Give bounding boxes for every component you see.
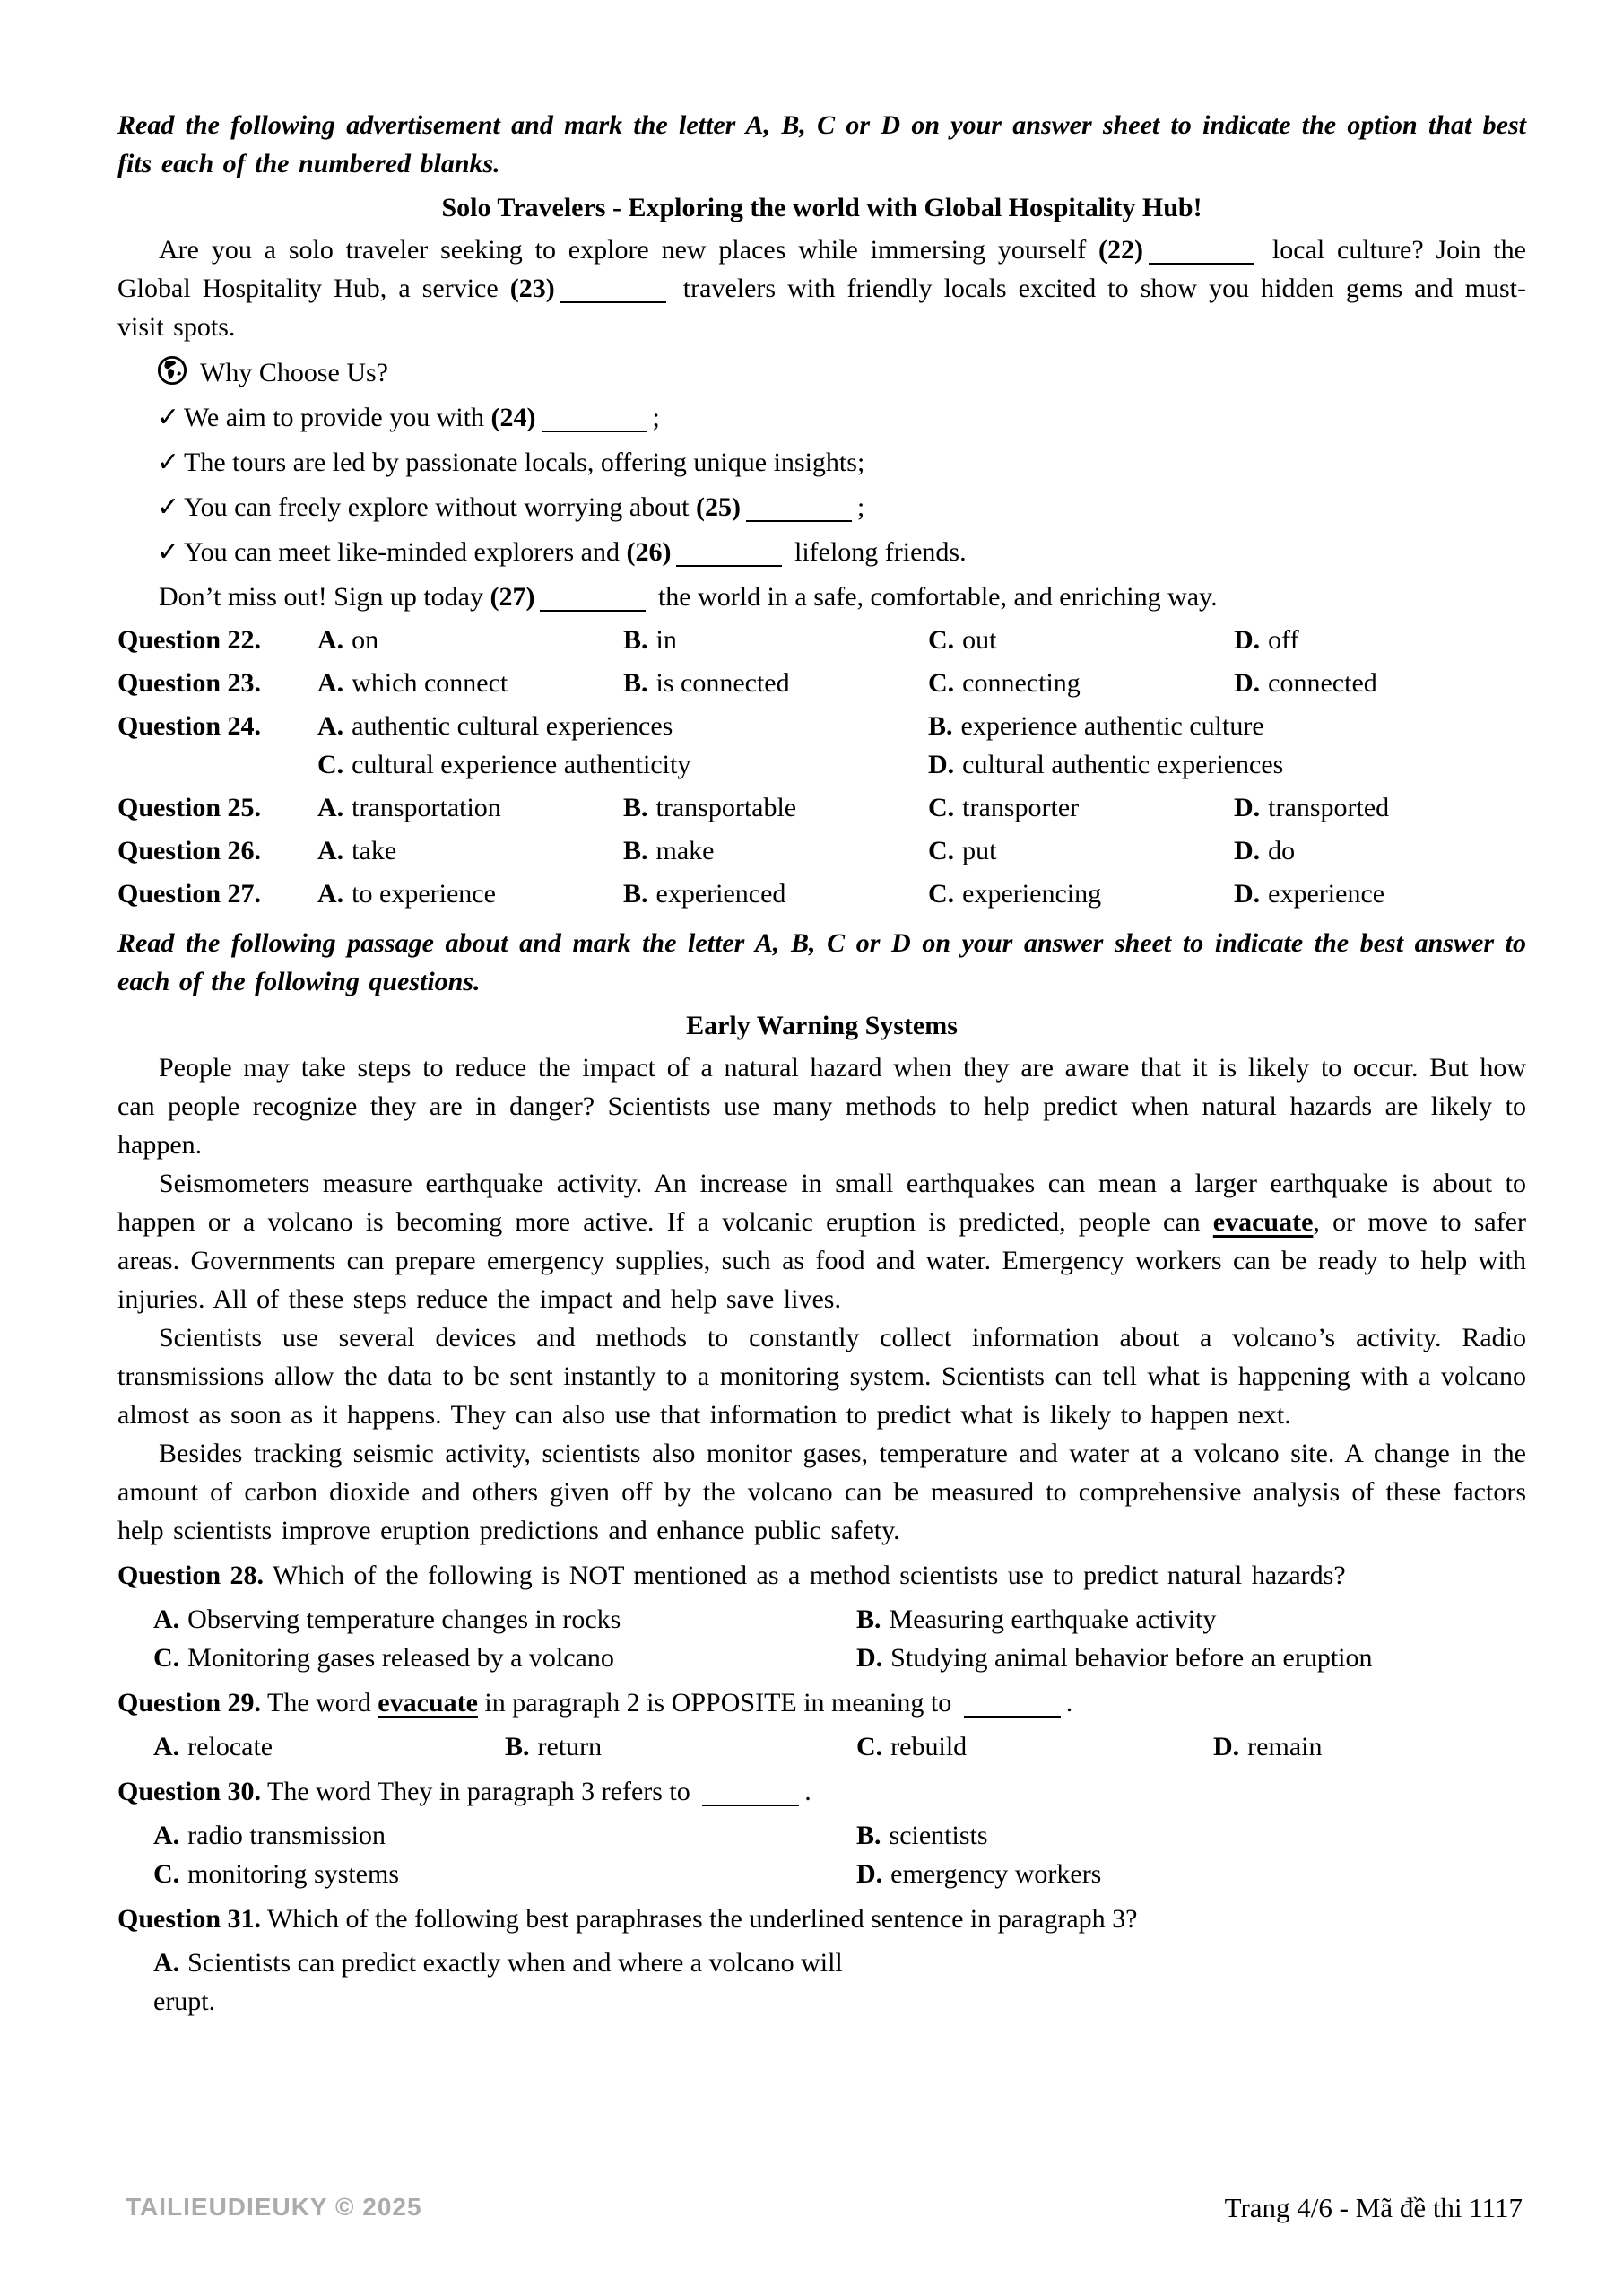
question-label: Question 22. [117,625,262,655]
option-c [928,664,1234,702]
closing-line [117,578,1526,616]
option-b [623,831,928,870]
option-letter: D. [1234,625,1261,655]
option-d [856,1639,1526,1677]
answer-blank-26 [676,558,782,567]
option-letter: C. [928,625,955,655]
bullet-text: You can freely explore without worrying about [184,492,696,522]
question-text: . [1065,1688,1073,1718]
reading-paragraph-1: People may take steps to reduce the impact of a natural hazard when they are aware that it is likely to occur. But how can people recognize they are in danger? Scientists use many methods to help predict when natural hazards are likely to happen. [117,1053,1526,1160]
answer-blank-24 [542,423,647,432]
option-letter: A. [317,879,344,909]
option-a [153,1600,856,1639]
question-text: The word They in paragraph 3 refers to [261,1777,698,1806]
option-text: Studying animal behavior before an eruption [890,1643,1373,1673]
instructions-part1: Read the following advertisement and mark the letter A, B, C or D on your answer sheet to indicate the option that best fits each of the numbered blanks. [117,110,1526,178]
option-text: Observing temperature changes in rocks [187,1605,621,1634]
question-label: Question 25. [117,793,262,822]
question-row-26 [117,831,1526,870]
option-text: cultural experience authenticity [352,750,691,779]
check-icon: ✓ [157,447,180,478]
option-text: which connect [352,668,508,698]
question-row-24 [117,707,1526,784]
question-text: The word [261,1688,378,1718]
option-b [856,1816,1526,1855]
question-text: Which of the following best paraphrases the underlined sentence in paragraph 3? [261,1904,1138,1934]
checklist-item [157,443,1526,482]
question-row-27 [117,874,1526,913]
option-text: off [1268,625,1299,655]
blank-number-26: (26) [626,537,672,567]
question-text: in paragraph 2 is OPPOSITE in meaning to [477,1688,959,1718]
underlined-word-evacuate: evacuate [378,1688,478,1718]
option-letter: A. [317,836,344,865]
option-text: make [655,836,715,865]
option-b [623,621,928,659]
option-letter: D. [1234,793,1261,822]
why-choose-us-row [157,353,1526,392]
option-letter: A. [317,711,344,741]
why-heading: Why Choose Us? [200,358,388,387]
option-c [928,831,1234,870]
check-icon: ✓ [157,491,180,523]
option-b [928,707,1526,745]
option-c [153,1855,856,1893]
question-text: Which of the following is NOT mentioned as a method scientists use to predict natural hazards? [264,1561,1346,1590]
option-text: experienced [655,879,786,909]
option-text: experience authentic culture [960,711,1264,741]
option-letter: D. [1213,1732,1240,1761]
option-text: monitoring systems [187,1859,400,1889]
footer-page-info: Trang 4/6 - Mã đề thi 1117 [1224,2192,1523,2223]
option-d [1213,1727,1526,1766]
checklist-item [157,533,1526,571]
question-28 [117,1556,1526,1595]
option-d [1234,874,1526,913]
paragraph-text: Seismometers measure earthquake activity. An increase in small earthquakes can mean a larger earthquake is about to happen or a volcano is becoming more active. If a volcanic eruption is predicted, people can [117,1169,1526,1237]
option-text: Scientists can predict exactly when and where a volcano will erupt. [153,1948,843,2016]
reading-title: Early Warning Systems [686,1011,958,1040]
option-text: transportable [655,793,797,822]
bullet-post: ; [856,492,865,522]
option-letter: B. [623,879,648,909]
answer-blank-29 [964,1709,1061,1718]
question-text: . [804,1777,812,1806]
option-d [856,1855,1526,1893]
option-text: relocate [187,1732,273,1761]
option-c [317,745,928,784]
closing-text: Don’t miss out! Sign up today [159,582,490,612]
question-28-options [117,1600,1526,1677]
question-label: Question 27. [117,879,262,909]
option-d [1234,664,1526,702]
option-letter: C. [928,793,955,822]
option-letter: D. [1234,836,1261,865]
question-label: Question 26. [117,836,262,865]
option-letter: C. [928,836,955,865]
option-text: to experience [352,879,496,909]
footer-watermark: TAILIEUDIEUKY © 2025 [126,2193,422,2221]
option-text: scientists [889,1821,988,1850]
option-a [317,874,623,913]
option-letter: C. [153,1859,180,1889]
option-text: return [537,1732,603,1761]
option-text: out [962,625,997,655]
answer-blank-30 [702,1797,799,1806]
paragraph-text: , or move to safer areas. Governments can prepare emergency supplies, such as food and water. Emergency workers can be ready to help with injuries. All of these steps reduce the impact and help save lives. [117,1207,1526,1314]
option-c [153,1639,856,1677]
option-text: radio transmission [187,1821,386,1850]
question-label: Question 31. [117,1904,262,1934]
option-a [317,788,623,827]
option-a [153,1944,856,2021]
question-label: Question 30. [117,1777,262,1806]
question-row-22 [117,621,1526,659]
option-text: do [1268,836,1296,865]
option-text: transportation [352,793,501,822]
option-letter: C. [928,668,955,698]
option-text: experiencing [962,879,1102,909]
ad-intro-s1: Are you a solo traveler seeking to explore new places while immersing yourself [159,235,1099,265]
option-b [856,1600,1526,1639]
option-text: emergency workers [890,1859,1102,1889]
option-b [623,788,928,827]
checklist-item [157,398,1526,437]
option-text: on [352,625,379,655]
option-a [317,831,623,870]
answer-blank-25 [746,513,852,522]
ad-intro-s2: local culture? Join the Global Hospitality Hub, a service [117,235,1526,303]
ad-intro-s3: travelers with friendly locals excited to show you hidden gems and must-visit spots. [117,274,1526,342]
question-31-options [117,1944,1526,2021]
blank-number-25: (25) [696,492,741,522]
option-text: connected [1268,668,1377,698]
option-letter: B. [623,668,648,698]
question-label: Question 24. [117,711,262,741]
option-letter: D. [928,750,955,779]
answer-blank-27 [540,603,646,612]
option-c [928,621,1234,659]
option-letter: A. [317,793,344,822]
question-row-25 [117,788,1526,827]
blank-number-22: (22) [1098,235,1144,265]
instructions-part2: Read the following passage about and mark the letter A, B, C or D on your answer sheet to indicate the best answer to each of the following questions. [117,928,1526,996]
ad-intro-paragraph [117,230,1526,346]
option-c [928,788,1234,827]
option-letter: D. [856,1859,883,1889]
option-text: transporter [962,793,1080,822]
bullet-text: The tours are led by passionate locals, offering unique insights; [184,448,865,477]
option-a [317,621,623,659]
option-letter: B. [856,1821,881,1850]
option-letter: A. [317,625,344,655]
option-text: put [962,836,997,865]
option-c [856,1727,1213,1766]
option-text: in [655,625,677,655]
question-31 [117,1900,1526,1938]
option-d [1234,621,1526,659]
option-d [1234,831,1526,870]
blank-number-27: (27) [490,582,535,612]
question-29 [117,1683,1526,1722]
blank-number-24: (24) [490,403,536,432]
option-letter: B. [856,1605,881,1634]
option-letter: A. [153,1821,180,1850]
option-b [505,1727,856,1766]
option-letter: C. [856,1732,883,1761]
answer-blank-23 [560,294,666,303]
option-letter: B. [623,836,648,865]
option-letter: B. [623,625,648,655]
option-c [928,874,1234,913]
option-letter: D. [1234,879,1261,909]
option-text: remain [1247,1732,1323,1761]
question-label: Question 29. [117,1688,262,1718]
option-d [1234,788,1526,827]
underlined-word-evacuate: evacuate [1212,1207,1314,1237]
option-letter: A. [153,1605,180,1634]
option-text: Measuring earthquake activity [889,1605,1217,1634]
globe-icon [157,355,187,386]
option-letter: A. [153,1732,180,1761]
bullet-post: ; [652,403,660,432]
reading-paragraph-4: Besides tracking seismic activity, scientists also monitor gases, temperature and water at a volcano site. A change in the amount of carbon dioxide and others given off by the volcano can be measured to comprehensive analysis of these factors help scientists improve eruption predictions and enhance public safety. [117,1439,1526,1545]
option-letter: A. [153,1948,180,1978]
option-letter: B. [505,1732,530,1761]
bullet-text: You can meet like-minded explorers and [184,537,627,567]
ad-title: Solo Travelers - Exploring the world with Global Hospitality Hub! [441,193,1202,222]
question-row-23 [117,664,1526,702]
reading-paragraph-3: Scientists use several devices and methods to constantly collect information about a volcano’s activity. Radio transmissions allow the data to be sent instantly to a monitoring system. Scientists can tell what is happening with a volcano almost as soon as it happens. They can also use that information to predict what is likely to happen next. [117,1323,1526,1430]
option-text: is connected [655,668,790,698]
option-text: connecting [962,668,1081,698]
option-a [317,707,928,745]
option-a [153,1727,505,1766]
blank-number-23: (23) [509,274,555,303]
check-icon: ✓ [157,536,180,568]
answer-blank-22 [1149,256,1254,265]
option-a [153,1816,856,1855]
question-29-options [117,1727,1526,1766]
option-letter: B. [928,711,953,741]
option-b [623,664,928,702]
bullet-post: lifelong friends. [787,537,967,567]
option-letter: D. [1234,668,1261,698]
question-label: Question 28. [117,1561,265,1590]
option-text: transported [1268,793,1390,822]
option-letter: D. [856,1643,883,1673]
option-text: authentic cultural experiences [352,711,673,741]
option-text: experience [1268,879,1385,909]
option-letter: B. [623,793,648,822]
option-letter: C. [317,750,344,779]
closing-post: the world in a safe, comfortable, and enriching way. [651,582,1218,612]
option-d [928,745,1526,784]
option-text: rebuild [890,1732,968,1761]
option-text: cultural authentic experiences [962,750,1284,779]
option-letter: C. [928,879,955,909]
option-text: take [352,836,397,865]
reading-paragraph-2 [117,1164,1526,1318]
option-b [623,874,928,913]
question-label: Question 23. [117,668,262,698]
checklist-item [157,488,1526,526]
option-letter: A. [317,668,344,698]
option-letter: C. [153,1643,180,1673]
option-a [317,664,623,702]
question-30-options [117,1816,1526,1893]
bullet-text: We aim to provide you with [184,403,491,432]
option-text: Monitoring gases released by a volcano [187,1643,614,1673]
spacer [117,745,317,784]
check-icon: ✓ [157,402,180,433]
question-30 [117,1772,1526,1811]
